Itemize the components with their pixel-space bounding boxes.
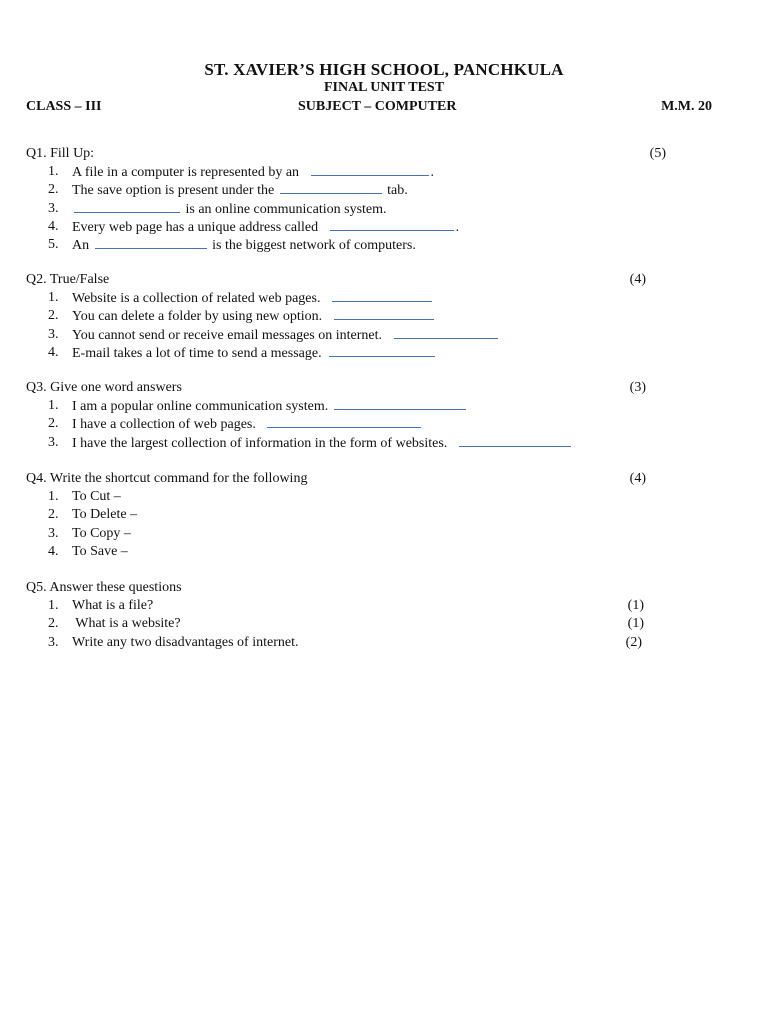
list-item bbox=[26, 181, 666, 199]
item-text: . bbox=[455, 219, 460, 235]
item-text: I am a popular online communication system. bbox=[72, 399, 329, 415]
question-5-title: Q5. Answer these questions bbox=[26, 580, 182, 595]
item-number: 1. bbox=[48, 598, 59, 614]
item-marks: (1) bbox=[627, 598, 644, 614]
answer-blank[interactable] bbox=[459, 434, 571, 447]
answer-blank[interactable] bbox=[332, 289, 432, 302]
question-4-title: Q4. Write the shortcut command for the following bbox=[26, 471, 308, 486]
item-text: The save option is present under the bbox=[72, 183, 275, 199]
question-1-title: Q1. Fill Up: bbox=[26, 146, 95, 161]
answer-blank[interactable] bbox=[334, 397, 466, 410]
answer-blank[interactable] bbox=[95, 236, 207, 249]
list-item bbox=[26, 236, 666, 254]
item-text: What is a website? bbox=[72, 616, 181, 632]
item-text: You cannot send or receive email messages on internet. bbox=[72, 327, 382, 343]
question-2-title: Q2. True/False bbox=[26, 272, 110, 287]
item-number: 4. bbox=[48, 543, 59, 559]
question-2-list bbox=[26, 289, 666, 362]
list-item bbox=[26, 415, 666, 433]
item-text: Website is a collection of related web pages. bbox=[72, 291, 321, 307]
question-5 bbox=[26, 579, 666, 652]
item-number: 1. bbox=[48, 164, 59, 180]
answer-blank[interactable] bbox=[74, 200, 180, 213]
list-item bbox=[26, 434, 666, 452]
item-marks: (1) bbox=[627, 616, 644, 632]
answer-blank[interactable] bbox=[311, 163, 429, 176]
list-item bbox=[26, 326, 666, 344]
list-item bbox=[26, 597, 666, 615]
item-text: You can delete a folder by using new option. bbox=[72, 309, 323, 325]
subject-label: SUBJECT – COMPUTER bbox=[298, 99, 457, 114]
item-text: An bbox=[72, 237, 90, 253]
question-3-marks: (3) bbox=[629, 380, 646, 395]
item-text: tab. bbox=[387, 183, 408, 199]
item-number: 1. bbox=[48, 398, 59, 414]
list-item bbox=[26, 488, 666, 506]
item-marks: (2) bbox=[625, 634, 642, 650]
item-text: What is a file? bbox=[72, 598, 154, 614]
item-number: 4. bbox=[48, 344, 59, 360]
exam-meta-row bbox=[26, 99, 714, 117]
item-text: Write any two disadvantages of internet. bbox=[72, 634, 299, 650]
question-4-head bbox=[26, 470, 666, 488]
list-item bbox=[26, 615, 666, 633]
answer-blank[interactable] bbox=[394, 326, 498, 339]
list-item bbox=[26, 289, 666, 307]
question-4-list bbox=[26, 488, 666, 561]
list-item bbox=[26, 506, 666, 524]
answer-blank[interactable] bbox=[267, 415, 421, 428]
question-4-marks: (4) bbox=[629, 471, 646, 486]
list-item bbox=[26, 218, 666, 236]
item-text: E-mail takes a lot of time to send a message. bbox=[72, 345, 322, 361]
item-number: 3. bbox=[48, 326, 59, 342]
item-number: 3. bbox=[48, 434, 59, 450]
item-number: 1. bbox=[48, 489, 59, 505]
question-5-list bbox=[26, 597, 666, 652]
list-item bbox=[26, 344, 666, 362]
item-number: 1. bbox=[48, 290, 59, 306]
item-number: 2. bbox=[48, 182, 59, 198]
question-1-list bbox=[26, 163, 666, 254]
item-text: To Delete – bbox=[72, 507, 138, 523]
item-number: 2. bbox=[48, 308, 59, 324]
list-item bbox=[26, 634, 666, 652]
list-item bbox=[26, 525, 666, 543]
list-item bbox=[26, 397, 666, 415]
item-text: Every web page has a unique address called bbox=[72, 219, 319, 235]
list-item bbox=[26, 163, 666, 181]
question-5-head bbox=[26, 579, 666, 597]
item-text: I have a collection of web pages. bbox=[72, 417, 256, 433]
question-2 bbox=[26, 271, 666, 362]
answer-blank[interactable] bbox=[330, 218, 454, 231]
item-text: To Cut – bbox=[72, 489, 121, 505]
school-name: ST. XAVIER’S HIGH SCHOOL, PANCHKULA bbox=[204, 60, 564, 79]
item-text: is an online communication system. bbox=[185, 201, 387, 217]
item-number: 3. bbox=[48, 525, 59, 541]
item-number: 2. bbox=[48, 416, 59, 432]
question-3 bbox=[26, 379, 666, 452]
question-1 bbox=[26, 145, 666, 254]
answer-blank[interactable] bbox=[329, 344, 435, 357]
question-1-head bbox=[26, 145, 666, 163]
item-text: I have the largest collection of information in the form of websites. bbox=[72, 435, 448, 451]
item-number: 3. bbox=[48, 634, 59, 650]
question-4 bbox=[26, 470, 666, 561]
question-1-marks: (5) bbox=[649, 146, 666, 161]
item-number: 2. bbox=[48, 507, 59, 523]
question-3-title: Q3. Give one word answers bbox=[26, 380, 182, 395]
answer-blank[interactable] bbox=[280, 181, 382, 194]
item-text: To Copy – bbox=[72, 525, 131, 541]
item-text: A file in a computer is represented by an bbox=[72, 165, 300, 181]
list-item bbox=[26, 307, 666, 325]
question-2-head bbox=[26, 271, 666, 289]
item-text: . bbox=[430, 165, 435, 181]
question-2-marks: (4) bbox=[629, 272, 646, 287]
question-3-list bbox=[26, 397, 666, 452]
answer-blank[interactable] bbox=[334, 307, 434, 320]
item-number: 4. bbox=[48, 218, 59, 234]
list-item bbox=[26, 543, 666, 561]
item-number: 2. bbox=[48, 616, 59, 632]
list-item bbox=[26, 200, 666, 218]
class-label: CLASS – III bbox=[26, 99, 102, 114]
item-number: 3. bbox=[48, 200, 59, 216]
max-marks: M.M. 20 bbox=[661, 99, 712, 114]
question-3-head bbox=[26, 379, 666, 397]
test-title: FINAL UNIT TEST bbox=[323, 80, 445, 95]
item-number: 5. bbox=[48, 236, 59, 252]
item-text: is the biggest network of computers. bbox=[212, 237, 416, 253]
item-text: To Save – bbox=[72, 543, 128, 559]
